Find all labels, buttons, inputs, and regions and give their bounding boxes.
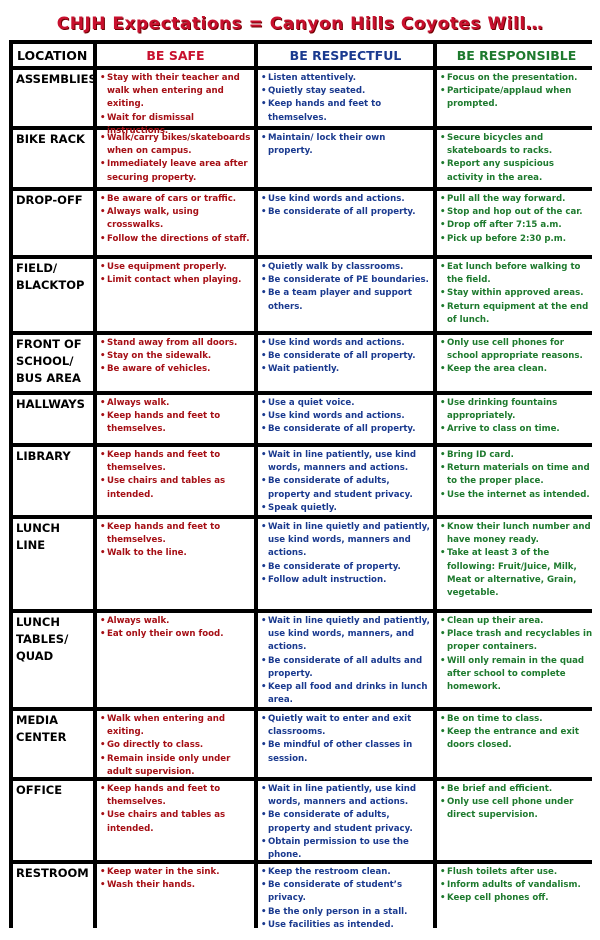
list-item: • Report any suspicious activity in the area.	[440, 158, 593, 184]
list-item: • Use kind words and actions.	[261, 337, 430, 350]
location-cell: ASSEMBLIES	[13, 70, 93, 126]
expectation-list	[440, 783, 593, 823]
list-item: • Be brief and efficient.	[440, 783, 593, 796]
list-item: • Stop and hop out of the car.	[440, 206, 593, 219]
expectation-list	[261, 783, 430, 862]
expectation-list	[261, 449, 430, 515]
expectation-list	[261, 72, 430, 125]
list-item: • Flush toilets after use.	[440, 866, 593, 879]
be-respectful-cell	[258, 711, 433, 777]
list-item: • Stand away from all doors.	[100, 337, 251, 350]
list-item: • Keep the entrance and exit doors closed.	[440, 726, 593, 752]
expectation-list	[440, 713, 593, 753]
list-item: • Use chairs and tables as intended.	[100, 475, 251, 501]
be-safe-cell	[97, 447, 254, 515]
expectation-list	[440, 449, 593, 502]
list-item: • Keep cell phones off.	[440, 892, 593, 905]
expectation-list	[100, 337, 251, 377]
expectations-table	[9, 40, 592, 928]
expectation-list	[440, 261, 593, 327]
list-item: • Use kind words and actions.	[261, 193, 430, 206]
list-item: • Pull all the way forward.	[440, 193, 593, 206]
list-item: • Wash their hands.	[100, 879, 251, 892]
list-item: • Obtain permission to use the phone.	[261, 836, 430, 862]
be-responsible-cell	[437, 613, 596, 707]
expectation-list	[261, 521, 430, 587]
be-safe-cell	[97, 259, 254, 331]
be-respectful-cell	[258, 70, 433, 126]
list-item: • Use a quiet voice.	[261, 397, 430, 410]
list-item: • Be considerate of PE boundaries.	[261, 274, 430, 287]
list-item: • Walk/carry bikes/skateboards when on campus.	[100, 132, 251, 158]
list-item: • Keep hands and feet to themselves.	[261, 98, 430, 124]
location-cell: MEDIA CENTER	[13, 711, 93, 777]
list-item: • Clean up their area.	[440, 615, 593, 628]
expectation-list	[100, 397, 251, 437]
list-item: • Bring ID card.	[440, 449, 593, 462]
expectation-list	[100, 713, 251, 779]
location-cell: BIKE RACK	[13, 130, 93, 187]
list-item: • Arrive to class on time.	[440, 423, 593, 436]
list-item: • Keep the restroom clean.	[261, 866, 430, 879]
list-item: • Participate/applaud when prompted.	[440, 85, 593, 111]
list-item: • Keep the area clean.	[440, 363, 593, 376]
list-item: • Keep hands and feet to themselves.	[100, 783, 251, 809]
be-safe-cell	[97, 70, 254, 136]
list-item: • Walk to the line.	[100, 547, 251, 560]
be-responsible-cell	[437, 711, 596, 777]
expectation-list	[261, 615, 430, 707]
be-responsible-cell	[437, 70, 596, 126]
be-responsible-cell	[437, 781, 596, 860]
list-item: • Use equipment properly.	[100, 261, 251, 274]
list-item: • Use drinking fountains appropriately.	[440, 397, 593, 423]
list-item: • Return equipment at the end of lunch.	[440, 301, 593, 327]
expectation-list	[100, 72, 251, 138]
header-be-respectful: BE RESPECTFUL	[258, 44, 433, 66]
be-safe-cell	[97, 864, 254, 931]
list-item: • Be considerate of all adults and property.	[261, 655, 430, 681]
expectation-list	[100, 193, 251, 246]
expectation-list	[440, 615, 593, 694]
be-responsible-cell	[437, 395, 596, 443]
list-item: • Be considerate of adults, property and student privacy.	[261, 475, 430, 501]
expectation-list	[261, 132, 430, 158]
list-item: • Be aware of vehicles.	[100, 363, 251, 376]
expectation-list	[100, 132, 251, 185]
location-cell: LIBRARY	[13, 447, 93, 515]
be-responsible-cell	[437, 864, 596, 931]
be-respectful-cell	[258, 519, 433, 609]
list-item: • Secure bicycles and skateboards to racks.	[440, 132, 593, 158]
be-safe-cell	[97, 335, 254, 391]
expectation-list	[440, 397, 593, 437]
list-item: • Pick up before 2:30 p.m.	[440, 233, 593, 246]
list-item: • Use kind words and actions.	[261, 410, 430, 423]
list-item: • Be considerate of student’s privacy.	[261, 879, 430, 905]
be-respectful-cell	[258, 259, 433, 331]
expectation-list	[100, 783, 251, 836]
list-item: • Be on time to class.	[440, 713, 593, 726]
list-item: • Place trash and recyclables in proper containers.	[440, 628, 593, 654]
list-item: • Focus on the presentation.	[440, 72, 593, 85]
list-item: • Keep hands and feet to themselves.	[100, 410, 251, 436]
list-item: • Be aware of cars or traffic.	[100, 193, 251, 206]
expectation-list	[440, 72, 593, 112]
expectation-list	[261, 193, 430, 219]
list-item: • Stay with their teacher and walk when entering and exiting.	[100, 72, 251, 112]
list-item: • Always walk.	[100, 615, 251, 628]
be-respectful-cell	[258, 613, 433, 707]
list-item: • Wait in line quietly and patiently, use kind words, manners and actions.	[261, 521, 430, 561]
be-respectful-cell	[258, 447, 433, 515]
list-item: • Will only remain in the quad after school to complete homework.	[440, 655, 593, 695]
list-item: • Inform adults of vandalism.	[440, 879, 593, 892]
be-responsible-cell	[437, 191, 596, 255]
list-item: • Use facilities as intended.	[261, 919, 430, 932]
list-item: • Be considerate of all property.	[261, 350, 430, 363]
list-item: • Maintain/ lock their own property.	[261, 132, 430, 158]
expectation-list	[440, 132, 593, 185]
expectation-list	[100, 615, 251, 641]
expectation-list	[440, 193, 593, 246]
list-item: • Wait in line quietly and patiently, use kind words, manners, and actions.	[261, 615, 430, 655]
list-item: • Wait patiently.	[261, 363, 430, 376]
list-item: • Be a team player and support others.	[261, 287, 430, 313]
page-title: CHJH Expectations = Canyon Hills Coyotes Will…	[56, 14, 544, 34]
list-item: • Only use cell phone under direct supervision.	[440, 796, 593, 822]
be-respectful-cell	[258, 191, 433, 255]
expectation-list	[100, 449, 251, 502]
list-item: • Be considerate of all property.	[261, 423, 430, 436]
location-cell: FRONT OF SCHOOL/ BUS AREA	[13, 335, 93, 391]
list-item: • Use chairs and tables as intended.	[100, 809, 251, 835]
list-item: • Take at least 3 of the following: Fruit/Juice, Milk, Meat or alternative, Grain, vegetable.	[440, 547, 593, 600]
list-item: • Be considerate of all property.	[261, 206, 430, 219]
list-item: • Quietly stay seated.	[261, 85, 430, 98]
list-item: • Walk when entering and exiting.	[100, 713, 251, 739]
be-safe-cell	[97, 781, 254, 860]
list-item: • Wait for dismissal instructions.	[100, 112, 251, 138]
expectation-list	[261, 397, 430, 437]
list-item: • Keep hands and feet to themselves.	[100, 449, 251, 475]
list-item: • Always walk.	[100, 397, 251, 410]
be-respectful-cell	[258, 864, 433, 931]
expectation-list	[100, 261, 251, 287]
list-item: • Be considerate of property.	[261, 561, 430, 574]
expectation-list	[100, 866, 251, 892]
list-item: • Know their lunch number and have money ready.	[440, 521, 593, 547]
location-cell: FIELD/ BLACKTOP	[13, 259, 93, 331]
expectation-list	[100, 521, 251, 561]
list-item: • Wait in line patiently, use kind words, manners and actions.	[261, 783, 430, 809]
be-safe-cell	[97, 711, 254, 777]
location-cell: LUNCH TABLES/ QUAD	[13, 613, 93, 707]
expectation-list	[440, 866, 593, 906]
list-item: • Keep all food and drinks in lunch area.	[261, 681, 430, 707]
expectation-list	[261, 866, 430, 932]
list-item: • Limit contact when playing.	[100, 274, 251, 287]
expectation-list	[440, 337, 593, 377]
list-item: • Stay on the sidewalk.	[100, 350, 251, 363]
location-cell: DROP-OFF	[13, 191, 93, 255]
be-safe-cell	[97, 613, 254, 707]
list-item: • Keep water in the sink.	[100, 866, 251, 879]
list-item: • Go directly to class.	[100, 739, 251, 752]
be-safe-cell	[97, 130, 254, 187]
be-respectful-cell	[258, 130, 433, 187]
list-item: • Drop off after 7:15 a.m.	[440, 219, 593, 232]
list-item: • Eat only their own food.	[100, 628, 251, 641]
location-cell: HALLWAYS	[13, 395, 93, 443]
list-item: • Wait in line patiently, use kind words, manners and actions.	[261, 449, 430, 475]
list-item: • Only use cell phones for school appropriate reasons.	[440, 337, 593, 363]
list-item: • Stay within approved areas.	[440, 287, 593, 300]
expectation-list	[261, 261, 430, 314]
list-item: • Return materials on time and to the proper place.	[440, 462, 593, 488]
be-responsible-cell	[437, 335, 596, 391]
be-responsible-cell	[437, 259, 596, 331]
expectation-list	[440, 521, 593, 600]
be-safe-cell	[97, 395, 254, 443]
be-respectful-cell	[258, 335, 433, 391]
be-responsible-cell	[437, 447, 596, 515]
list-item: • Use the internet as intended.	[440, 489, 593, 502]
be-safe-cell	[97, 519, 254, 609]
location-cell: LUNCH LINE	[13, 519, 93, 609]
be-respectful-cell	[258, 781, 433, 860]
be-responsible-cell	[437, 130, 596, 187]
expectation-list	[261, 337, 430, 377]
be-responsible-cell	[437, 519, 596, 609]
expectation-list	[261, 713, 430, 766]
list-item: • Follow the directions of staff.	[100, 233, 251, 246]
list-item: • Quietly walk by classrooms.	[261, 261, 430, 274]
location-cell: OFFICE	[13, 781, 93, 860]
list-item: • Always walk, using crosswalks.	[100, 206, 251, 232]
header-location: LOCATION	[13, 44, 93, 66]
list-item: • Quietly wait to enter and exit classrooms.	[261, 713, 430, 739]
list-item: • Be mindful of other classes in session.	[261, 739, 430, 765]
header-be-responsible: BE RESPONSIBLE	[437, 44, 596, 66]
be-respectful-cell	[258, 395, 433, 443]
header-be-safe: BE SAFE	[97, 44, 254, 66]
list-item: • Keep hands and feet to themselves.	[100, 521, 251, 547]
location-cell: RESTROOM	[13, 864, 93, 931]
list-item: • Remain inside only under adult supervision.	[100, 753, 251, 779]
list-item: • Be considerate of adults, property and student privacy.	[261, 809, 430, 835]
list-item: • Be the only person in a stall.	[261, 906, 430, 919]
list-item: • Follow adult instruction.	[261, 574, 430, 587]
list-item: • Listen attentively.	[261, 72, 430, 85]
be-safe-cell	[97, 191, 254, 255]
list-item: • Immediately leave area after securing property.	[100, 158, 251, 184]
list-item: • Speak quietly.	[261, 502, 430, 515]
list-item: • Eat lunch before walking to the field.	[440, 261, 593, 287]
